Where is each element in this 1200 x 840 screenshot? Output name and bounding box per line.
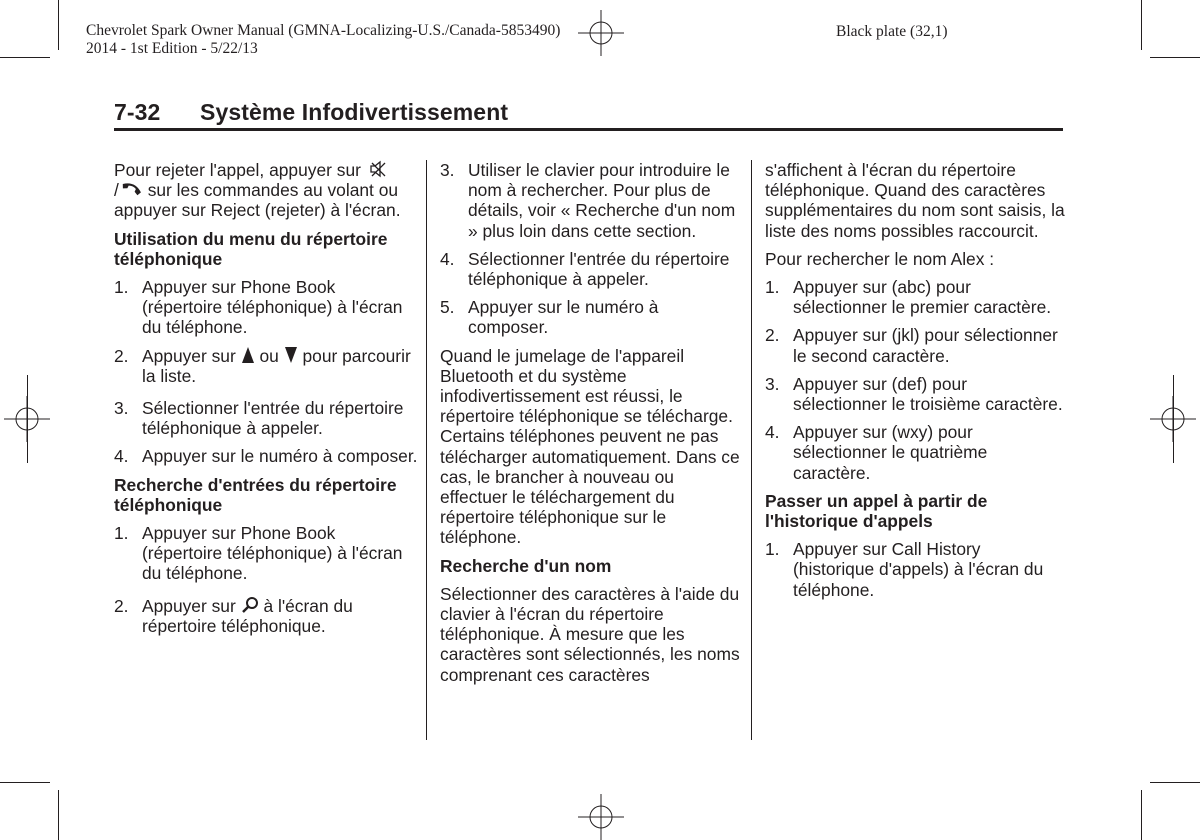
list-number: 3.: [440, 160, 455, 180]
list-item: [114, 277, 419, 338]
paragraph: Pour rechercher le nom Alex :: [765, 248, 995, 269]
list-item: [765, 277, 1065, 317]
list-item: [765, 325, 1065, 365]
list-number: 4.: [765, 422, 780, 443]
crop-mark: [0, 57, 50, 58]
text: à l'écran du répertoire téléphonique.: [142, 595, 353, 636]
list-number: 1.: [765, 539, 780, 560]
list-text: [142, 596, 419, 636]
registration-mark-icon: [578, 794, 624, 840]
list-number: 5.: [440, 297, 455, 318]
crop-mark: [1141, 0, 1142, 50]
down-arrow-icon: [284, 346, 298, 364]
column-divider: [751, 160, 752, 740]
page-title: [114, 99, 508, 126]
list-number: 3.: [765, 373, 780, 394]
text: Appuyer sur: [142, 345, 236, 366]
text: /: [114, 180, 119, 201]
crop-mark: [27, 375, 28, 463]
list-number: 2.: [114, 345, 129, 366]
list-number: 4.: [440, 248, 455, 269]
crop-mark: [1150, 782, 1200, 783]
column-2: [440, 160, 740, 693]
paragraph: Quand le jumelage de l'appareil Bluetooth et du système infodivertissement est réussi, le répertoire téléphonique se télécharge. Certains téléphones peuvent ne pas télécharger automatiquement. Dans ce cas, le brancher à nouveau ou effectuer le téléchargement du répertoire téléphonique sur le téléphone.: [440, 345, 740, 548]
search-magnifier-icon: [241, 596, 259, 614]
print-header-line1: Chevrolet Spark Owner Manual (GMNA-Localizing-U.S./Canada-5853490): [86, 22, 561, 39]
list-item: [114, 596, 419, 636]
print-header-info: [86, 22, 560, 58]
list-text: Appuyer sur (def) pour sélectionner le troisième caractère.: [793, 373, 1063, 415]
crop-mark: [58, 790, 59, 840]
crop-mark: [0, 782, 50, 783]
crop-mark: [1173, 375, 1174, 463]
list-item: [765, 422, 1065, 483]
plate-label: Black plate (32,1): [836, 23, 948, 40]
text: Pour rejeter l'appel, appuyer sur: [114, 160, 361, 180]
list-number: 1.: [114, 277, 129, 298]
column-1: [114, 160, 419, 644]
list-item: [765, 539, 1065, 600]
list-item: [440, 249, 740, 289]
list-item: [114, 523, 419, 584]
section-heading: Recherche d'entrées du répertoire téléphonique: [114, 474, 397, 515]
registration-mark-icon: [578, 10, 624, 56]
text: Appuyer sur: [142, 595, 236, 616]
title-rule: [114, 128, 1063, 131]
crop-mark: [1150, 57, 1200, 58]
list-text: Appuyer sur (abc) pour sélectionner le premier caractère.: [793, 277, 1052, 318]
list-text: Appuyer sur Phone Book (répertoire téléphonique) à l'écran du téléphone.: [142, 523, 403, 584]
page-number: 7-32: [114, 99, 161, 125]
list-text: Sélectionner l'entrée du répertoire téléphonique à appeler.: [468, 248, 730, 290]
list-text: [142, 346, 419, 386]
list-number: 2.: [765, 325, 780, 346]
list-text: Sélectionner l'entrée du répertoire téléphonique à appeler.: [142, 398, 404, 439]
list-text: Appuyer sur (jkl) pour sélectionner le second caractère.: [793, 325, 1058, 366]
section-heading: Passer un appel à partir de l'historique d'appels: [765, 490, 988, 532]
crop-mark: [58, 0, 59, 50]
mute-icon: [369, 160, 387, 178]
list-text: Appuyer sur le numéro à composer.: [142, 446, 418, 467]
section-heading: Utilisation du menu du répertoire téléphonique: [114, 228, 388, 269]
list-item: [440, 297, 740, 337]
list-number: 3.: [114, 398, 129, 419]
list-text: Appuyer sur (wxy) pour sélectionner le quatrième caractère.: [793, 422, 988, 483]
list-number: 1.: [765, 277, 780, 298]
list-item: [114, 446, 419, 466]
up-arrow-icon: [241, 346, 255, 364]
section-heading: Recherche d'un nom: [440, 555, 612, 576]
list-item: [114, 398, 419, 438]
section-title: Système Infodivertissement: [200, 99, 509, 125]
crop-mark: [1141, 790, 1142, 840]
list-text: Utiliser le clavier pour introduire le nom à rechercher. Pour plus de détails, voir « Recherche d'un nom » plus loin dans cette section.: [468, 160, 736, 241]
column-3: [765, 160, 1065, 608]
list-number: 2.: [114, 595, 129, 616]
text: pour parcourir la liste.: [142, 345, 411, 386]
text: sur les commandes au volant ou appuyer sur Reject (rejeter) à l'écran.: [114, 180, 401, 221]
paragraph: [114, 160, 419, 221]
paragraph: Sélectionner des caractères à l'aide du clavier à l'écran du répertoire téléphonique. À mesure que les caractères sont sélectionnés, les noms comprenant ces caractères: [440, 583, 740, 685]
text: ou: [259, 345, 279, 366]
list-item: [765, 374, 1065, 414]
list-item: [114, 346, 419, 386]
list-text: Appuyer sur le numéro à composer.: [468, 297, 659, 338]
list-item: [440, 160, 740, 241]
list-number: 4.: [114, 446, 129, 467]
list-text: Appuyer sur Call History (historique d'appels) à l'écran du téléphone.: [793, 539, 1044, 600]
print-header-line2: 2014 - 1st Edition - 5/22/13: [86, 40, 258, 57]
column-divider: [426, 160, 427, 740]
list-number: 1.: [114, 523, 129, 544]
hang-up-phone-icon: [119, 182, 143, 198]
list-text: Appuyer sur Phone Book (répertoire téléphonique) à l'écran du téléphone.: [142, 277, 403, 338]
paragraph: s'affichent à l'écran du répertoire téléphonique. Quand des caractères supplémentaires du nom sont saisis, la liste des noms possibles raccourcit.: [765, 160, 1065, 241]
